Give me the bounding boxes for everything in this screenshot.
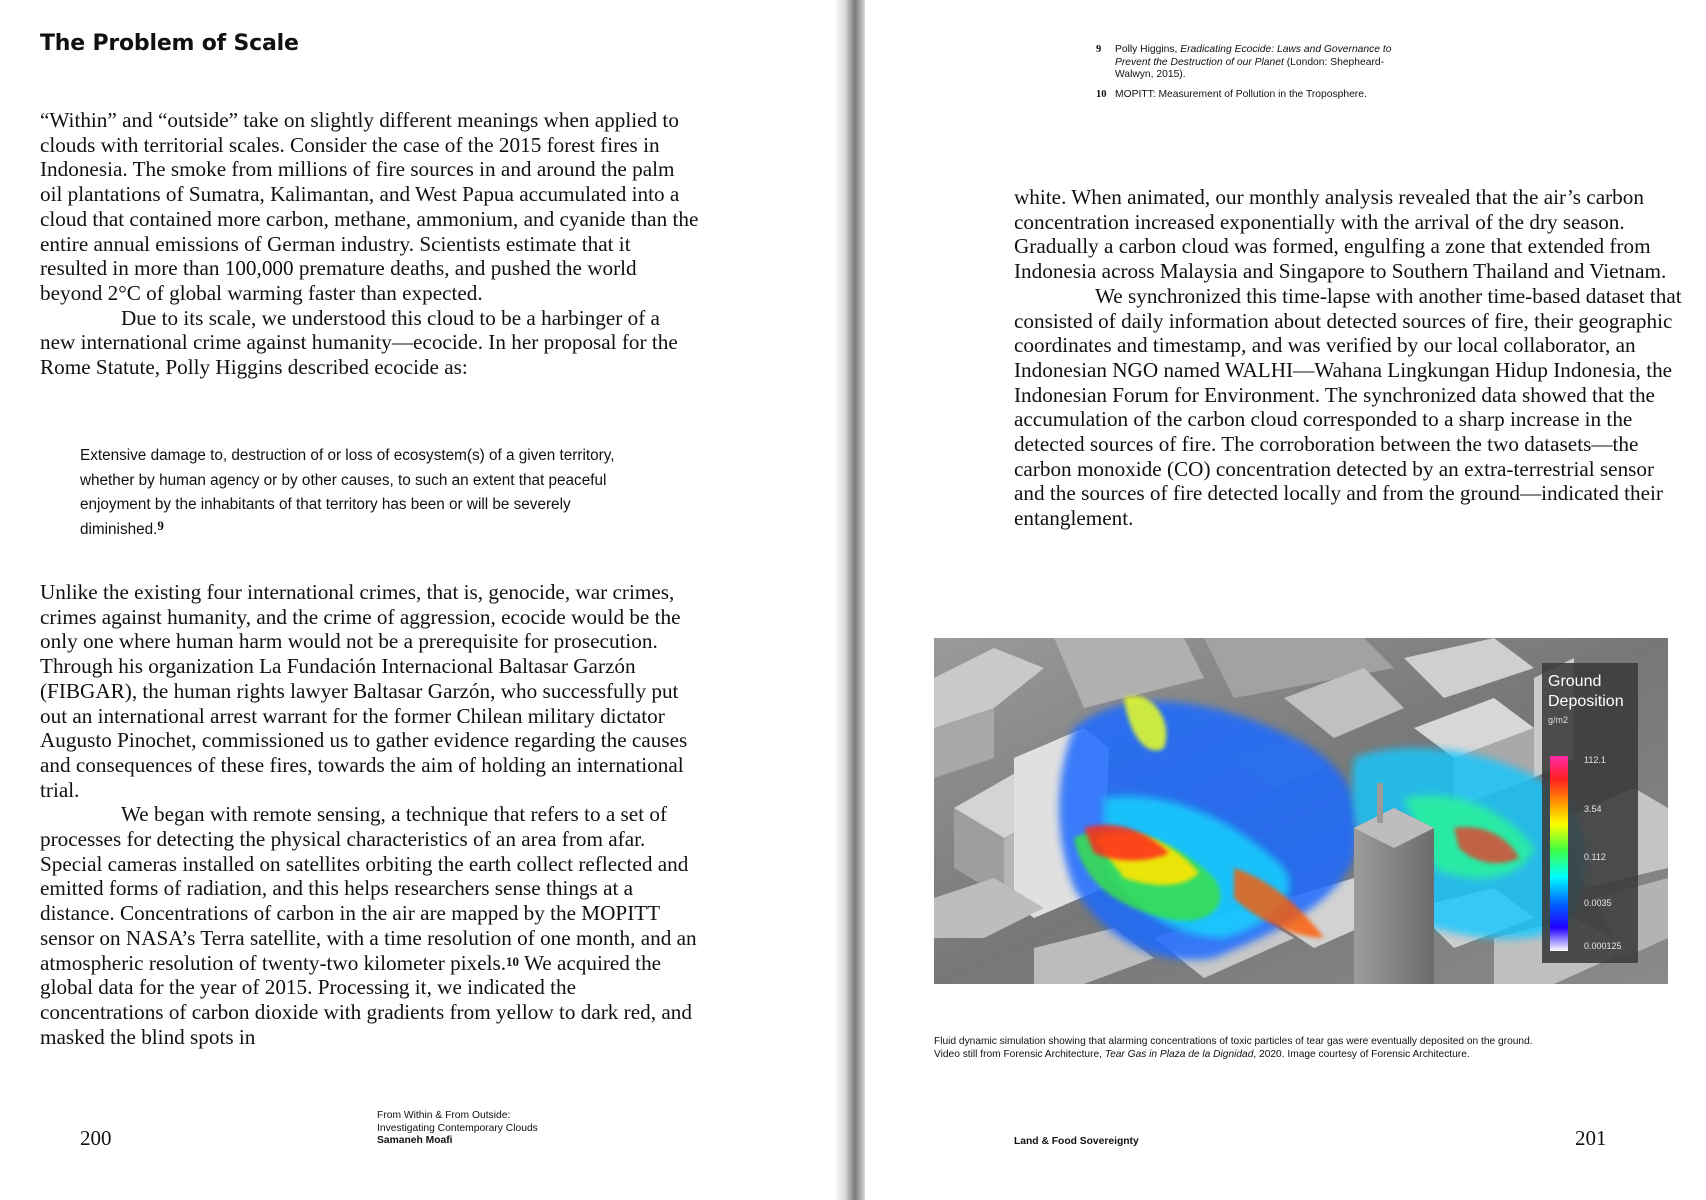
footnote-text: Polly Higgins, (1115, 44, 1181, 55)
simulation-image (934, 638, 1668, 984)
section-heading: The Problem of Scale (40, 31, 299, 56)
legend-value: 3.54 (1584, 804, 1602, 814)
legend-unit: g/m2 (1548, 715, 1569, 725)
paragraph (40, 802, 704, 1049)
footnote (1096, 89, 1396, 102)
legend-color-scale (1550, 756, 1568, 951)
footnote-number: 9 (1096, 44, 1102, 55)
page-number: 200 (80, 1126, 112, 1150)
caption-text: Video still from Forensic Architecture, (934, 1048, 1105, 1060)
running-head-line: From Within & From Outside: (377, 1110, 511, 1121)
paragraph-text: We began with remote sensing, a technique that refers to a set of processes for detecting the physical characteristics of an area from afar. Special cameras installed on satellites orbiting the earth collect reflected and emitted forms of radiation, and this helps researchers sense things at a distance. Concentrations of carbon in the air are mapped by the MOPITT sensor on NASA’s Terra satellite, with a time resolution of one month, and an atmospheric resolution of twenty-two kilometer pixels. (40, 802, 697, 975)
ground-deposition-legend (1542, 663, 1638, 963)
left-page (0, 0, 845, 1200)
footnote-title: Eradicating Ecocide: Laws and Governance to Prevent the Destruction of our Planet (1115, 44, 1392, 68)
legend-title: Ground (1548, 673, 1602, 690)
body-text-top (40, 108, 700, 380)
footnote-marker[interactable]: 9 (157, 518, 164, 534)
running-head-line: Investigating Contemporary Clouds (377, 1122, 538, 1134)
page-number: 201 (1575, 1126, 1607, 1150)
body-text-right (1014, 185, 1686, 531)
footnotes (1096, 44, 1396, 108)
legend-value: 0.112 (1584, 852, 1606, 862)
quote-text: Extensive damage to, destruction of or loss of ecosystem(s) of a given territory, whether by human agency or by other causes, to such an extent that peaceful enjoyment by the inhabitants of that territory has been or will be severely diminished. (80, 447, 615, 539)
legend-value: 112.1 (1584, 755, 1606, 765)
running-head (377, 1110, 538, 1148)
paragraph-text: We acquired the global data for the year of 2015. Processing it, we indicated the concentrations of carbon dioxide with gradients from yellow to dark red, and masked the blind spots in (40, 950, 692, 1049)
footnote-text: (London: Shepheard-Walwyn, 2015). (1115, 56, 1385, 81)
legend-value: 0.000125 (1584, 941, 1622, 951)
footnote-text: MOPITT: Measurement of Pollution in the Troposphere. (1115, 88, 1367, 100)
caption-text: , 2020. Image courtesy of Forensic Architecture. (1253, 1048, 1470, 1060)
right-page (865, 0, 1706, 1200)
caption-line: Fluid dynamic simulation showing that alarming concentrations of toxic particles of tear gas were eventually deposited on the ground. (934, 1036, 1533, 1047)
legend-title: Deposition (1548, 693, 1624, 710)
paragraph: Unlike the existing four international crimes, that is, genocide, war crimes, crimes against humanity, and the crime of aggression, ecocide would be the only one where human harm would not be a prerequisite for prosecution. Through his organization La Fundación Internacional Baltasar Garzón (FIBGAR), the human rights lawyer Baltasar Garzón, who successfully put out an international arrest warrant for the former Chilean military dictator Augusto Pinochet, commissioned us to gather evidence regarding the causes and consequences of these fires, towards the aim of holding an international trial. (40, 580, 688, 802)
paragraph: We synchronized this time-lapse with another time-based dataset that consisted of daily information about detected sources of fire, their geographic coordinates and timestamp, and was verified by our local collaborator, an Indonesian NGO named WALHI—Wahana Lingkungan Hidup Indonesia, the Indonesian Forum for Environment. The synchronized data showed that the accumulation of the carbon cloud corresponded to a sharp increase in the detected sources of fire. The corroboration between the two datasets—the carbon monoxide (CO) concentration detected by an extra-terrestrial sensor and the sources of fire detected locally and from the ground—indicated their entanglement. (1014, 283, 1682, 531)
footnote-number: 10 (1096, 88, 1107, 100)
simulation-figure (934, 638, 1668, 984)
footnote-marker[interactable]: 10 (506, 953, 520, 969)
paragraph: “Within” and “outside” take on slightly different meanings when applied to clouds with territorial scales. Consider the case of the 2015 forest fires in Indonesia. The smoke from millions of fire sources in and around the palm oil plantations of Sumatra, Kalimantan, and West Papua accumulated into a cloud that contained more carbon, methane, ammonium, and cyanide than the entire annual emissions of German industry. Scientists estimate that it resulted in more than 100,000 premature deaths, and pushed the world beyond 2°C of global warming faster than expected. (40, 108, 699, 305)
block-quote (80, 444, 640, 543)
paragraph: Due to its scale, we understood this cloud to be a harbinger of a new international crime against humanity—ecocide. In her proposal for the Rome Statute, Polly Higgins described ecocide as: (40, 305, 678, 380)
figure-caption (934, 1036, 1674, 1061)
body-text-bottom (40, 580, 704, 1049)
running-head-title: Land & Food Sovereignty (1014, 1136, 1139, 1147)
footnote (1096, 44, 1396, 82)
caption-line (934, 1049, 1674, 1062)
running-head-author: Samaneh Moafi (377, 1135, 453, 1147)
paragraph: white. When animated, our monthly analysis revealed that the air’s carbon concentration increased exponentially with the arrival of the dry season. Gradually a carbon cloud was formed, engulfing a zone that extended from Indonesia across Malaysia and Singapore to Southern Thailand and Vietnam. (1014, 185, 1667, 284)
legend-value: 0.0035 (1584, 898, 1612, 908)
caption-title: Tear Gas in Plaza de la Dignidad (1104, 1048, 1254, 1060)
running-head (1014, 1136, 1139, 1149)
